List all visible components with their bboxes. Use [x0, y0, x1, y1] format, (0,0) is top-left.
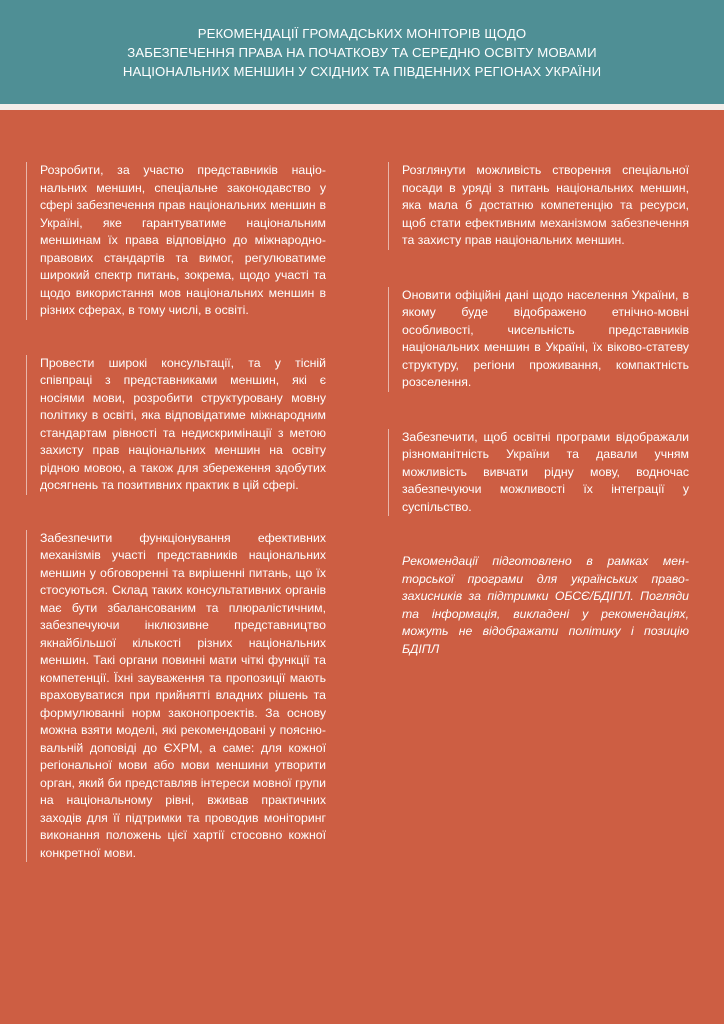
recommendation-population-data: Оновити офіційні дані щодо населення України, в якому буде відображено етнічно-мовні особливості, чисельність представників національних меншин в Україні, їх віково-статеву структуру, регіони проживання, компактність розселення.	[388, 287, 689, 392]
recommendation-education-programs: Забезпечити, щоб освітні програми відображали різноманітність України та давали учням можливість вивчати рідну мову, водночас забезпечуючи можливості їх інтеграції у суспільство.	[388, 429, 689, 517]
page-header	[0, 0, 724, 104]
right-column	[388, 162, 689, 658]
disclaimer-note: Рекомендації підготовлено в рамках менторської програми для українських правозахисників за підтримки ОБСЄ/БДІПЛ. Погляди та інформація, викладені у рекомендаціях, можуть не відображати політику і позицію БДІПЛ	[402, 554, 689, 656]
header-divider	[0, 104, 724, 110]
left-column	[26, 162, 326, 897]
header-title-line-1: РЕКОМЕНДАЦІЇ ГРОМАДСЬКИХ МОНІТОРІВ ЩОДО	[197, 25, 527, 41]
recommendation-legislation: Розробити, за участю представників національних меншин, спеціальне законодавство у сфері забезпечення прав національних меншин в Україні, яке гарантуватиме національним меншинам їх права відповідно до міжнародно-правових стандартів та вимог, регулюватиме широкий спектр питань, зокрема, щодо участі та щодо використання мов національних меншин в різних сферах, в тому числі, в освіті.	[26, 162, 326, 320]
recommendation-government-position: Розглянути можливість створення спеціальної посади в уряді з питань національних меншин, яка мала б достатню компетенцію та ресурси, щоб стати ефективним механізмом забезпечення та захисту прав національних меншин.	[388, 162, 689, 250]
header-title-line-3: НАЦІОНАЛЬНИХ МЕНШИН У СХІДНИХ ТА ПІВДЕННИХ РЕГІОНАХ УКРАЇНИ	[122, 63, 602, 79]
header-title-line-2: ЗАБЕЗПЕЧЕННЯ ПРАВА НА ПОЧАТКОВУ ТА СЕРЕДНЮ ОСВІТУ МОВАМИ	[127, 44, 597, 60]
recommendation-participation-mechanisms: Забезпечити функціонування ефективних механізмів участі представників національних меншин у обговоренні та вирішенні питань, що їх стосуються. Склад таких консультативних органів має бути збалансованим та плюралістичним, забезпечуючи інклюзивне представництво якнайбільшої кількості різних національних меншин. Такі органи повинні мати чіткі функції та компетенції. Їхні зауваження та пропозиції мають враховуватися при прийнятті владних рішень та формулюванні норм законопроектів. За основу можна взяти моделі, які рекомендовані у пояснювальній доповіді до ЄХРМ, а саме: для кожної регіональної мови або мови меншини утворити орган, який би представляв інтереси мовної групи на національному рівні, вживав практичних заходів для її підтримки та проводив моніторинг виконання положень цієї хартії стосовно кожної конкретної мови.	[26, 530, 326, 863]
recommendation-language-policy: Провести широкі консультації, та у тісній співпраці з представниками меншин, які є носіями мови, розробити структуровану мовну політику в освіті, яка відповідатиме міжнародним стандартам рівності та недискримінації з метою захисту прав національних меншин на освіту рідною мовою, а також для збереження здобутих досягнень та позитивних практик в цій сфері.	[26, 355, 326, 495]
